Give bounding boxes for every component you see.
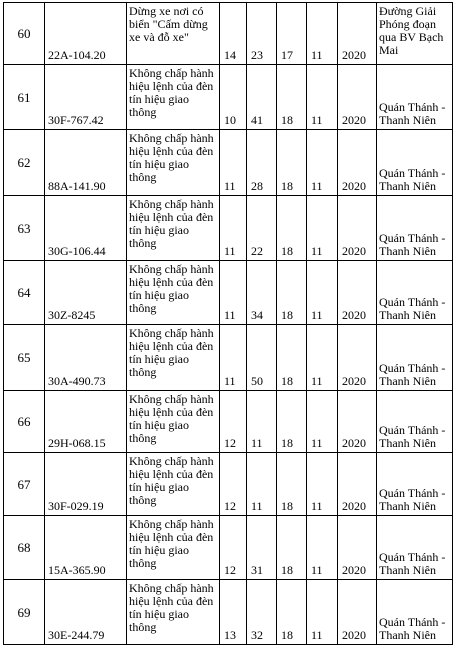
stt-cell: 62: [4, 130, 45, 196]
violation-line: thông: [129, 236, 157, 250]
stt-cell: 61: [4, 65, 45, 130]
violations-table: [3, 2, 453, 645]
violation-line: thông: [129, 620, 157, 634]
location-line: Thanh Niên: [379, 113, 436, 127]
location-line: Quán Thánh -: [379, 423, 446, 437]
table-row: [4, 261, 453, 325]
violation-line: thông: [129, 365, 157, 379]
violation-line: thông: [129, 105, 157, 119]
violation-line: Không chấp hành: [129, 392, 214, 406]
table-row: [4, 325, 453, 391]
violation-line: tín hiệu giao: [129, 607, 189, 621]
month-cell: 11: [307, 130, 338, 196]
table-row: [4, 65, 453, 130]
day-cell: 18: [277, 453, 307, 516]
violation-cell: [127, 391, 220, 453]
stt-cell: 63: [4, 196, 45, 261]
hour-cell: 13: [220, 580, 247, 645]
stt-cell: 66: [4, 391, 45, 453]
violation-line: tín hiệu giao: [129, 352, 189, 366]
stt-cell: 69: [4, 580, 45, 645]
table-row: [4, 391, 453, 453]
month-cell: 11: [307, 580, 338, 645]
year-cell: 2020: [338, 196, 377, 261]
violation-line: Không chấp hành: [129, 581, 214, 595]
violation-line: Không chấp hành: [129, 517, 214, 531]
plate-cell: 15A-365.90: [45, 516, 127, 580]
minute-cell: 28: [247, 130, 277, 196]
location-line: Thanh Niên: [379, 308, 436, 322]
violation-line: hiệu lệnh của đèn: [129, 275, 214, 289]
table-row: [4, 196, 453, 261]
hour-cell: 12: [220, 453, 247, 516]
location-line: Thanh Niên: [379, 563, 436, 577]
year-cell: 2020: [338, 325, 377, 391]
location-line: Thanh Niên: [379, 628, 436, 642]
location-line: Thanh Niên: [379, 436, 436, 450]
month-cell: 11: [307, 261, 338, 325]
minute-cell: 34: [247, 261, 277, 325]
violation-line: thông: [129, 431, 157, 445]
violation-line: hiệu lệnh của đèn: [129, 594, 214, 608]
violation-line: hiệu lệnh của đèn: [129, 79, 214, 93]
location-cell: [377, 130, 453, 196]
minute-cell: 32: [247, 580, 277, 645]
stt-cell: 65: [4, 325, 45, 391]
violation-line: thông: [129, 493, 157, 507]
violation-cell: [127, 580, 220, 645]
minute-cell: 50: [247, 325, 277, 391]
violation-line: thông: [129, 556, 157, 570]
day-cell: 18: [277, 580, 307, 645]
stt-cell: 68: [4, 516, 45, 580]
day-cell: 18: [277, 65, 307, 130]
violation-line: xe và đỗ xe": [129, 30, 189, 44]
year-cell: 2020: [338, 261, 377, 325]
location-cell: [377, 391, 453, 453]
violation-line: Không chấp hành: [129, 454, 214, 468]
year-cell: 2020: [338, 453, 377, 516]
location-cell: [377, 325, 453, 391]
location-line: Quán Thánh -: [379, 100, 446, 114]
month-cell: 11: [307, 196, 338, 261]
plate-cell: 22A-104.20: [45, 3, 127, 65]
location-cell: [377, 516, 453, 580]
plate-cell: 29H-068.15: [45, 391, 127, 453]
plate-cell: 30F-029.19: [45, 453, 127, 516]
violation-line: Không chấp hành: [129, 262, 214, 276]
hour-cell: 12: [220, 391, 247, 453]
violation-cell: [127, 130, 220, 196]
violation-line: Dừng xe nơi có: [129, 4, 204, 18]
violation-line: tín hiệu giao: [129, 418, 189, 432]
table-row: [4, 516, 453, 580]
violation-line: tín hiệu giao: [129, 480, 189, 494]
violation-cell: [127, 516, 220, 580]
violation-line: Không chấp hành: [129, 326, 214, 340]
location-line: Quán Thánh -: [379, 231, 446, 245]
year-cell: 2020: [338, 516, 377, 580]
location-cell: [377, 580, 453, 645]
plate-cell: 30F-767.42: [45, 65, 127, 130]
violation-cell: [127, 453, 220, 516]
minute-cell: 11: [247, 391, 277, 453]
day-cell: 18: [277, 261, 307, 325]
plate-cell: 88A-141.90: [45, 130, 127, 196]
month-cell: 11: [307, 65, 338, 130]
plate-cell: 30Z-8245: [45, 261, 127, 325]
stt-cell: 60: [4, 3, 45, 65]
violation-line: tín hiệu giao: [129, 157, 189, 171]
stt-cell: 67: [4, 453, 45, 516]
location-line: Quán Thánh -: [379, 486, 446, 500]
location-line: Quán Thánh -: [379, 615, 446, 629]
minute-cell: 41: [247, 65, 277, 130]
violation-line: hiệu lệnh của đèn: [129, 144, 214, 158]
violation-line: thông: [129, 301, 157, 315]
minute-cell: 22: [247, 196, 277, 261]
violation-line: hiệu lệnh của đèn: [129, 405, 214, 419]
hour-cell: 14: [220, 3, 247, 65]
location-cell: [377, 196, 453, 261]
table-row: [4, 130, 453, 196]
location-cell: [377, 261, 453, 325]
hour-cell: 11: [220, 130, 247, 196]
violation-line: Không chấp hành: [129, 66, 214, 80]
violation-line: tín hiệu giao: [129, 543, 189, 557]
table-row: [4, 453, 453, 516]
hour-cell: 12: [220, 516, 247, 580]
location-line: Thanh Niên: [379, 499, 436, 513]
month-cell: 11: [307, 516, 338, 580]
day-cell: 17: [277, 3, 307, 65]
plate-cell: 30E-244.79: [45, 580, 127, 645]
location-line: Đường Giải: [379, 4, 437, 18]
violation-line: tín hiệu giao: [129, 92, 189, 106]
location-cell: [377, 3, 453, 65]
day-cell: 18: [277, 130, 307, 196]
location-cell: [377, 453, 453, 516]
table-row: [4, 3, 453, 65]
year-cell: 2020: [338, 391, 377, 453]
day-cell: 18: [277, 391, 307, 453]
plate-cell: 30A-490.73: [45, 325, 127, 391]
year-cell: 2020: [338, 3, 377, 65]
location-line: Quán Thánh -: [379, 361, 446, 375]
day-cell: 18: [277, 516, 307, 580]
violation-cell: [127, 196, 220, 261]
month-cell: 11: [307, 325, 338, 391]
location-line: Quán Thánh -: [379, 166, 446, 180]
hour-cell: 11: [220, 325, 247, 391]
plate-cell: 30G-106.44: [45, 196, 127, 261]
violation-line: Không chấp hành: [129, 197, 214, 211]
violation-line: tín hiệu giao: [129, 223, 189, 237]
minute-cell: 23: [247, 3, 277, 65]
location-line: Thanh Niên: [379, 179, 436, 193]
location-line: Phóng đoạn: [379, 17, 436, 31]
table-body: [4, 3, 453, 645]
year-cell: 2020: [338, 130, 377, 196]
violation-line: hiệu lệnh của đèn: [129, 210, 214, 224]
location-line: qua BV Bạch: [379, 30, 444, 44]
violation-line: hiệu lệnh của đèn: [129, 467, 214, 481]
table-row: [4, 580, 453, 645]
violation-cell: [127, 65, 220, 130]
minute-cell: 31: [247, 516, 277, 580]
month-cell: 11: [307, 453, 338, 516]
day-cell: 18: [277, 196, 307, 261]
location-line: Thanh Niên: [379, 374, 436, 388]
stt-cell: 64: [4, 261, 45, 325]
hour-cell: 11: [220, 261, 247, 325]
location-cell: [377, 65, 453, 130]
violation-line: biển "Cấm dừng: [129, 17, 208, 31]
violation-line: thông: [129, 170, 157, 184]
violation-cell: [127, 3, 220, 65]
minute-cell: 11: [247, 453, 277, 516]
day-cell: 18: [277, 325, 307, 391]
violation-line: hiệu lệnh của đèn: [129, 339, 214, 353]
violation-line: tín hiệu giao: [129, 288, 189, 302]
violation-cell: [127, 325, 220, 391]
month-cell: 11: [307, 3, 338, 65]
hour-cell: 11: [220, 196, 247, 261]
location-line: Mai: [379, 43, 399, 57]
hour-cell: 10: [220, 65, 247, 130]
location-line: Quán Thánh -: [379, 550, 446, 564]
violation-line: Không chấp hành: [129, 131, 214, 145]
year-cell: 2020: [338, 65, 377, 130]
year-cell: 2020: [338, 580, 377, 645]
violation-line: hiệu lệnh của đèn: [129, 530, 214, 544]
violation-cell: [127, 261, 220, 325]
month-cell: 11: [307, 391, 338, 453]
location-line: Thanh Niên: [379, 244, 436, 258]
location-line: Quán Thánh -: [379, 295, 446, 309]
